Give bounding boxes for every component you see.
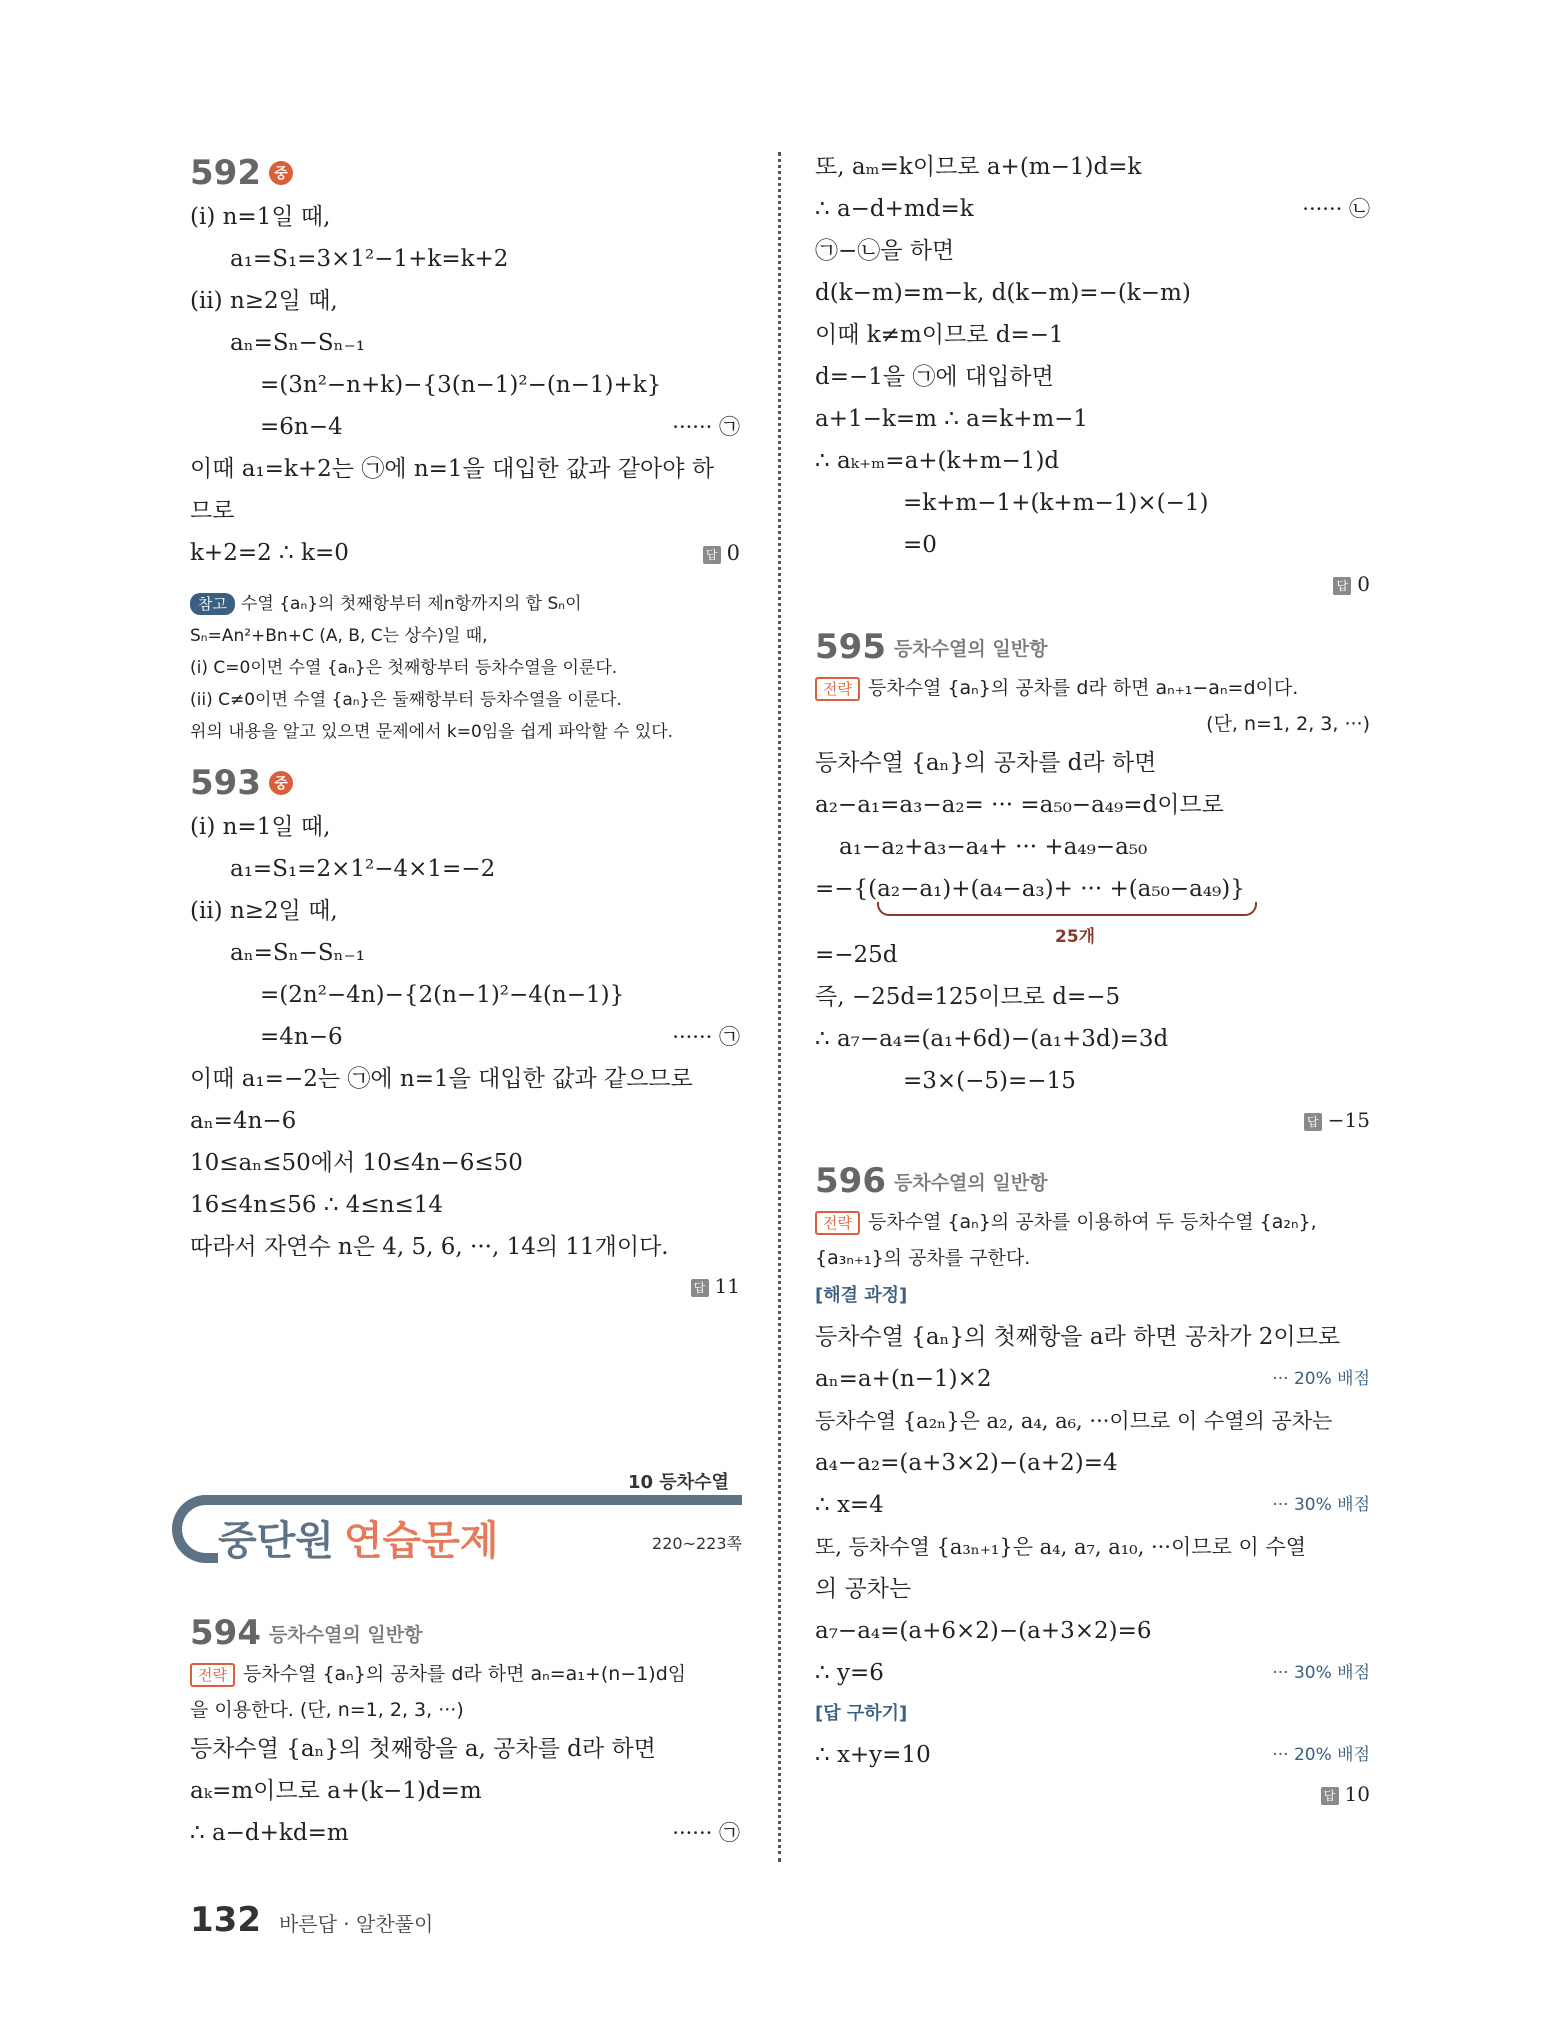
strategy	[815, 1204, 1370, 1276]
answer	[815, 1776, 1370, 1814]
solution-line: aₖ=m이므로 a+(k−1)d=m	[190, 1778, 482, 1804]
step-heading: [해결 과정]	[815, 1285, 908, 1306]
solution-line: aₙ=Sₙ−Sₙ₋₁	[230, 330, 365, 356]
solution-line: ㉠−㉡을 하면	[815, 238, 955, 264]
banner-curve	[172, 1495, 218, 1563]
equation-tag: ······ ㉠	[672, 415, 740, 439]
solution-line: =−25d	[815, 942, 898, 968]
solution-line: (i) n=1일 때,	[190, 204, 331, 230]
solution-line: 또, 등차수열 {a₃ₙ₊₁}은 a₄, a₇, a₁₀, ···이므로 이 수열	[815, 1535, 1307, 1559]
answer	[815, 1102, 1370, 1140]
answer	[703, 532, 740, 574]
solution-line: =(3n²−n+k)−{3(n−1)²−(n−1)+k}	[260, 372, 662, 398]
solution-line: =(2n²−4n)−{2(n−1)²−4(n−1)}	[260, 982, 625, 1008]
strategy-line: 등차수열 {aₙ}의 공차를 d라 하면 aₙ₊₁−aₙ=d이다.	[867, 677, 1299, 699]
strategy-badge: 전략	[815, 677, 860, 701]
solution-line-scored	[815, 1484, 1370, 1526]
note-badge: 참고	[190, 593, 235, 615]
equation-text: aₙ=a+(n−1)×2	[815, 1366, 992, 1392]
equation-tag: ······ ㉡	[1302, 197, 1370, 221]
brace-label: 25개	[1055, 927, 1096, 947]
problem-595-header	[815, 624, 1370, 670]
difficulty-badge: 중	[269, 161, 293, 185]
note-line: Sₙ=An²+Bn+C (A, B, C는 상수)일 때,	[190, 626, 488, 646]
problem-592-header	[190, 150, 740, 196]
solution-line: a₁=S₁=3×1²−1+k=k+2	[230, 246, 509, 272]
solution-line-brace	[815, 868, 1370, 947]
equation-text: ∴ a−d+md=k	[815, 196, 974, 222]
answer	[815, 566, 1370, 604]
strategy-line: 을 이용한다. (단, n=1, 2, 3, ···)	[190, 1699, 464, 1721]
solution-line: a₁=S₁=2×1²−4×1=−2	[230, 856, 496, 882]
answer-icon: 답	[1333, 577, 1351, 595]
chapter-tag: 10 등차수열	[628, 1472, 729, 1493]
solution-line: =3×(−5)=−15	[903, 1068, 1076, 1094]
strategy-line: {a₃ₙ₊₁}의 공차를 구한다.	[815, 1247, 1031, 1269]
problem-number: 593	[190, 763, 261, 803]
solution-line: 등차수열 {aₙ}의 첫째항을 a라 하면 공차가 2이므로	[815, 1324, 1341, 1350]
solution-line: a₄−a₂=(a+3×2)−(a+2)=4	[815, 1450, 1118, 1476]
solution-line: 16≤4n≤56 ∴ 4≤n≤14	[190, 1192, 444, 1218]
section-title-part1: 중단원	[218, 1518, 334, 1564]
equation-text: ∴ x+y=10	[815, 1742, 931, 1768]
solution-line: (i) n=1일 때,	[190, 814, 331, 840]
step-heading: [답 구하기]	[815, 1703, 908, 1724]
problem-number: 596	[815, 1161, 886, 1201]
column-divider	[778, 152, 781, 1862]
problem-594	[190, 1610, 740, 1854]
answer-icon: 답	[691, 1279, 709, 1297]
solution-line: 즉, −25d=125이므로 d=−5	[815, 984, 1121, 1010]
solution-line: ∴ aₖ₊ₘ=a+(k+m−1)d	[815, 448, 1060, 474]
solution-line: (ii) n≥2일 때,	[190, 288, 338, 314]
answer-icon: 답	[1321, 1787, 1339, 1805]
solution-line-scored	[815, 1734, 1370, 1776]
solution-line-tagged	[190, 1812, 740, 1854]
solution-line: =0	[903, 532, 937, 558]
equation-tag: ······ ㉠	[672, 1821, 740, 1845]
solution-line: 또, aₘ=k이므로 a+(m−1)d=k	[815, 154, 1142, 180]
reference-note	[190, 588, 740, 748]
strategy	[815, 670, 1370, 742]
strategy-badge: 전략	[190, 1663, 235, 1687]
problem-596-header	[815, 1158, 1370, 1204]
solution-line-tagged	[815, 188, 1370, 230]
book-title: 바른답 · 알찬풀이	[278, 1912, 434, 1936]
equation-text: ∴ a−d+kd=m	[190, 1820, 349, 1846]
solution-line: a₁−a₂+a₃−a₄+ ··· +a₄₉−a₅₀	[839, 834, 1148, 860]
solution-line: 이때 k≠m이므로 d=−1	[815, 322, 1064, 348]
problem-title: 등차수열의 일반항	[268, 1623, 423, 1646]
banner-line	[202, 1495, 742, 1505]
answer-value: −15	[1327, 1108, 1370, 1132]
strategy-line: (단, n=1, 2, 3, ···)	[1206, 713, 1370, 735]
answer-icon: 답	[703, 546, 721, 564]
strategy-line: 등차수열 {aₙ}의 공차를 이용하여 두 등차수열 {a₂ₙ},	[867, 1211, 1317, 1233]
problem-number: 592	[190, 153, 261, 193]
solution-line: 등차수열 {aₙ}의 첫째항을 a, 공차를 d라 하면	[190, 1736, 656, 1762]
note-line: 위의 내용을 알고 있으면 문제에서 k=0임을 쉽게 파악할 수 있다.	[190, 722, 674, 742]
problem-number: 595	[815, 627, 886, 667]
section-title-part2: 연습문제	[343, 1518, 499, 1564]
solution-line-tagged	[190, 406, 740, 448]
page-range: 220~223쪽	[652, 1534, 742, 1553]
solution-line: d(k−m)=m−k, d(k−m)=−(k−m)	[815, 280, 1191, 306]
solution-line: 등차수열 {aₙ}의 공차를 d라 하면	[815, 750, 1157, 776]
solution-line: 10≤aₙ≤50에서 10≤4n−6≤50	[190, 1150, 523, 1176]
solution-line: 의 공차는	[815, 1576, 912, 1602]
problem-title: 등차수열의 일반항	[893, 637, 1048, 660]
solution-line-answer	[190, 532, 740, 574]
problem-number: 594	[190, 1613, 261, 1653]
problem-title: 등차수열의 일반항	[893, 1171, 1048, 1194]
solution-line: 이때 a₁=−2는 ㉠에 n=1을 대입한 값과 같으므로	[190, 1066, 693, 1092]
equation-tag: ······ ㉠	[672, 1025, 740, 1049]
solution-line: a₂−a₁=a₃−a₂= ··· =a₅₀−a₄₉=d이므로	[815, 792, 1224, 818]
underbrace	[877, 902, 1257, 916]
note-line: 수열 {aₙ}의 첫째항부터 제n항까지의 합 Sₙ이	[240, 594, 582, 614]
solution-line: 이때 a₁=k+2는 ㉠에 n=1을 대입한 값과 같아야 하	[190, 456, 714, 482]
solution-line: (ii) n≥2일 때,	[190, 898, 338, 924]
solution-line: =k+m−1+(k+m−1)×(−1)	[903, 490, 1209, 516]
equation-text: =4n−6	[260, 1024, 343, 1050]
answer-value: 0	[1357, 572, 1370, 596]
score-note: ··· 20% 배점	[1272, 1369, 1370, 1389]
equation-text: k+2=2 ∴ k=0	[190, 540, 349, 566]
section-banner	[172, 1495, 742, 1565]
section-title	[218, 1509, 498, 1566]
score-note: ··· 30% 배점	[1272, 1495, 1370, 1515]
equation-text: ∴ y=6	[815, 1660, 884, 1686]
solution-line: a₇−a₄=(a+6×2)−(a+3×2)=6	[815, 1618, 1152, 1644]
equation-text: ∴ x=4	[815, 1492, 884, 1518]
score-note: ··· 30% 배점	[1272, 1663, 1370, 1683]
page-number: 132	[190, 1900, 261, 1940]
note-line: (i) C=0이면 수열 {aₙ}은 첫째항부터 등차수열을 이룬다.	[190, 658, 618, 678]
solution-line-scored	[815, 1652, 1370, 1694]
problem-593-header	[190, 760, 740, 806]
strategy-badge: 전략	[815, 1211, 860, 1235]
equation-text: =6n−4	[260, 414, 343, 440]
solution-line: 므로	[190, 498, 235, 524]
answer-icon: 답	[1304, 1113, 1322, 1131]
solution-line: a+1−k=m ∴ a=k+m−1	[815, 406, 1089, 432]
solution-line: aₙ=Sₙ−Sₙ₋₁	[230, 940, 365, 966]
difficulty-badge: 중	[269, 771, 293, 795]
solution-line-tagged	[190, 1016, 740, 1058]
solution-line: 따라서 자연수 n은 4, 5, 6, ···, 14의 11개이다.	[190, 1234, 669, 1260]
answer	[190, 1268, 740, 1306]
answer-value: 0	[726, 541, 740, 565]
strategy	[190, 1656, 740, 1728]
problem-594-header	[190, 1610, 740, 1656]
equation-text: =−{(a₂−a₁)+(a₄−a₃)+ ··· +(a₅₀−a₄₉)}	[815, 876, 1245, 902]
solution-line: d=−1을 ㉠에 대입하면	[815, 364, 1054, 390]
note-line: (ii) C≠0이면 수열 {aₙ}은 둘째항부터 등차수열을 이룬다.	[190, 690, 622, 710]
left-column	[190, 150, 740, 1306]
answer-value: 10	[1344, 1782, 1370, 1806]
answer-value: 11	[714, 1274, 740, 1298]
strategy-line: 등차수열 {aₙ}의 공차를 d라 하면 aₙ=a₁+(n−1)d임	[242, 1663, 687, 1685]
score-note: ··· 20% 배점	[1272, 1745, 1370, 1765]
solution-line: 등차수열 {a₂ₙ}은 a₂, a₄, a₆, ···이므로 이 수열의 공차는	[815, 1409, 1333, 1433]
solution-line: ∴ a₇−a₄=(a₁+6d)−(a₁+3d)=3d	[815, 1026, 1169, 1052]
right-column	[815, 146, 1370, 1814]
solution-line: aₙ=4n−6	[190, 1108, 297, 1134]
solution-line-scored	[815, 1358, 1370, 1400]
page-footer	[190, 1900, 433, 1940]
